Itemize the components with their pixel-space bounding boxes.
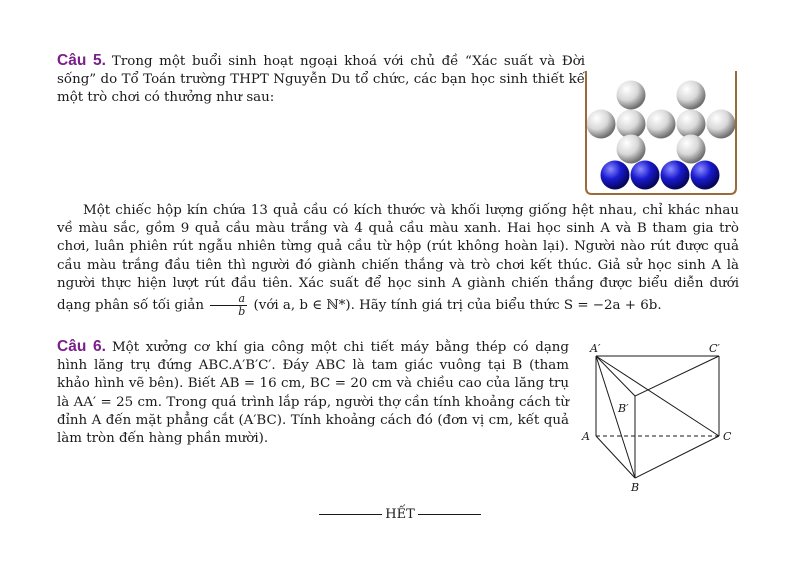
blue-ball: [661, 161, 690, 190]
blue-ball: [631, 161, 660, 190]
edge-AprimeBprime: [596, 356, 635, 396]
fraction-denominator: b: [238, 305, 246, 319]
white-ball: [677, 110, 706, 139]
fraction-a-over-b: [210, 293, 247, 318]
blue-ball: [691, 161, 720, 190]
question-5-body: [57, 202, 739, 318]
white-ball: [677, 135, 706, 164]
white-ball: [617, 81, 646, 110]
edge-AB: [596, 436, 635, 478]
label-B: B: [631, 481, 640, 494]
question-6-text: Một xưởng cơ khí gia công một chi tiết máy bằng thép có dạng hình lăng trụ đứng ABC.A′B′C′. Đáy ABC là tam giác vuông tại B (tham khảo hình vẽ bên). Biết AB = 16 cm, BC = 20 cm và chiều cao của lăng trụ là AA′ = 25 cm. Trong quá trình lắp ráp, người thợ cần tính khoảng cách từ đỉnh A đến mặt phẳng cắt (A′BC). Tính khoảng cách đó (đơn vị cm, kết quả làm tròn đến hàng phần mười).: [57, 340, 570, 447]
question-5-label: Câu 5.: [57, 52, 106, 69]
question-5-body-text-end: (với a, b ∈ ℕ*). Hãy tính giá trị của biểu thức S = −2a + 6b.: [253, 298, 662, 314]
end-rule-left: [319, 514, 382, 515]
white-ball: [587, 110, 616, 139]
edge-AprimeC: [596, 356, 719, 436]
question-6-label: Câu 6.: [57, 338, 106, 355]
balls-group: [587, 81, 736, 190]
edge-BC: [635, 436, 719, 478]
prism-figure: [578, 336, 748, 496]
question-5-body-text: Một chiếc hộp kín chứa 13 quả cầu có kích thước và khối lượng giống hệt nhau, chỉ khác nhau về màu sắc, gồm 9 quả cầu màu trắng và 4 quả cầu màu xanh. Hai học sinh A và B tham gia trò chơi, luân phiên rút ngẫu nhiên từng quả cầu từ hộp (rút không hoàn lại). Người nào rút được quả cầu màu trắng đầu tiên thì người đó giành chiến thắng và trò chơi kết thúc. Giả sử học sinh A là người thực hiện lượt rút đầu tiên. Xác suất để học sinh A giành chiến thắng được biểu diễn dưới dạng phân số tối giản: [57, 203, 739, 314]
blue-ball: [601, 161, 630, 190]
question-5-intro: [57, 52, 585, 108]
ball-jar-figure: [584, 71, 738, 196]
edge-AprimeB: [596, 356, 635, 478]
end-text: HẾT: [385, 507, 415, 522]
label-Bprime: B′: [618, 402, 629, 415]
label-Aprime: A′: [590, 342, 601, 355]
label-Cprime: C′: [709, 342, 720, 355]
label-A: A: [582, 430, 590, 443]
white-ball: [707, 110, 736, 139]
fraction-numerator: a: [210, 293, 247, 306]
white-ball: [677, 81, 706, 110]
question-6: [57, 338, 569, 448]
end-rule-right: [418, 514, 481, 515]
white-ball: [617, 110, 646, 139]
white-ball: [647, 110, 676, 139]
white-ball: [617, 135, 646, 164]
label-C: C: [723, 430, 732, 443]
question-5-intro-text: Trong một buổi sinh hoạt ngoại khoá với chủ đề “Xác suất và Đời sống” do Tổ Toán trường THPT Nguyễn Du tổ chức, các bạn học sinh thiết kế một trò chơi có thưởng như sau:: [57, 54, 586, 106]
end-marker: [300, 507, 500, 525]
